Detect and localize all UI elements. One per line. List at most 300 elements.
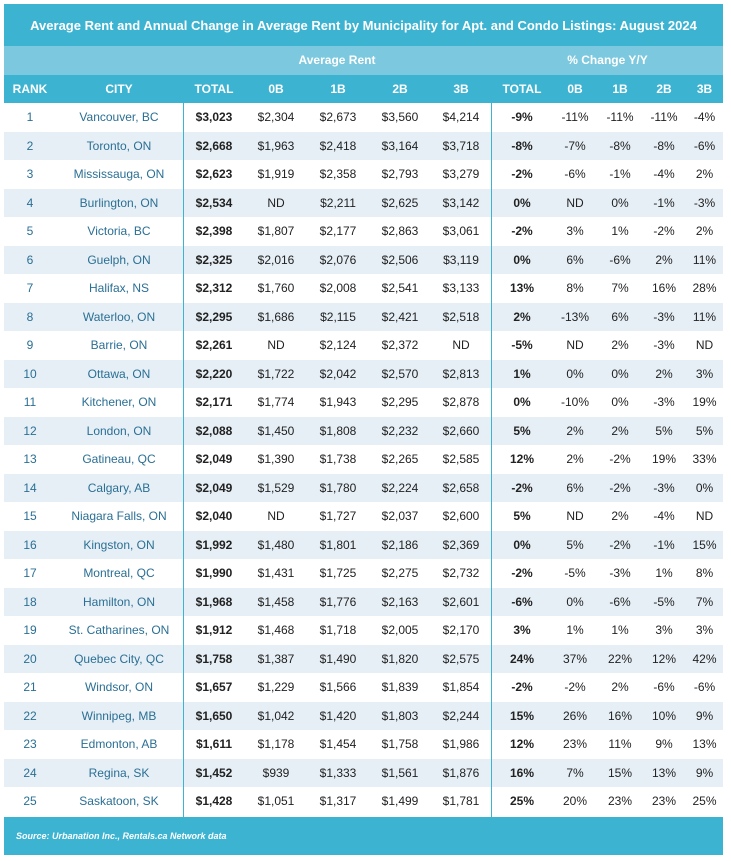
cell-pct-1b: -1%: [609, 167, 631, 181]
cell-3b: ND: [452, 338, 470, 352]
cell-3b: $1,986: [442, 737, 480, 751]
cell-pct-3b: 5%: [695, 423, 714, 438]
cell-rank: 13: [23, 452, 37, 466]
group-header-change: % Change Y/Y: [567, 53, 648, 67]
cell-total: $1,650: [195, 708, 233, 723]
cell-3b: $2,244: [442, 708, 480, 723]
cell-pct-0b: ND: [566, 195, 584, 210]
column-header-rank: RANK: [12, 82, 48, 96]
cell-2b: $2,295: [381, 395, 419, 409]
cell-total: $2,325: [195, 252, 233, 267]
cell-3b: $3,279: [442, 167, 480, 181]
cell-3b: $3,061: [442, 224, 480, 238]
column-header-2b: 2B: [392, 82, 408, 96]
cell-pct-2b: -3%: [653, 338, 675, 352]
cell-1b: $1,725: [319, 566, 357, 580]
column-header-pct-0b: 0B: [567, 82, 583, 96]
cell-1b: $2,124: [319, 338, 357, 352]
cell-0b: $1,686: [257, 309, 295, 324]
cell-total: $2,261: [195, 338, 233, 352]
cell-pct-total: 16%: [509, 765, 535, 780]
cell-pct-total: 5%: [513, 423, 531, 438]
cell-pct-2b: 12%: [651, 651, 677, 666]
cell-city: Barrie, ON: [90, 338, 148, 352]
cell-pct-2b: 10%: [651, 708, 677, 723]
cell-0b: $1,051: [257, 794, 295, 808]
cell-0b: $1,458: [257, 594, 295, 609]
cell-pct-3b: -6%: [693, 138, 716, 153]
cell-rank: 9: [26, 338, 34, 352]
cell-1b: $1,333: [319, 765, 357, 780]
cell-pct-3b: ND: [695, 509, 714, 523]
cell-3b: $4,214: [442, 110, 480, 124]
cell-0b: $2,016: [257, 252, 295, 267]
cell-1b: $1,727: [319, 509, 357, 523]
table-title: Average Rent and Annual Change in Average Rent by Municipality for Apt. and Condo Listings: August 2024: [4, 4, 723, 46]
column-header-pct-1b: 1B: [612, 82, 628, 96]
cell-rank: 25: [23, 794, 37, 808]
cell-city: Saskatoon, SK: [79, 794, 159, 808]
cell-0b: $1,431: [257, 566, 295, 580]
cell-0b: $939: [262, 765, 290, 780]
cell-total: $2,049: [195, 480, 233, 495]
cell-total: $1,758: [195, 651, 233, 666]
cell-city: Windsor, ON: [84, 680, 153, 694]
cell-3b: $2,878: [442, 395, 480, 409]
cell-pct-total: 2%: [513, 309, 531, 324]
cell-city: Hamilton, ON: [82, 594, 156, 609]
cell-pct-total: 5%: [513, 509, 531, 523]
cell-2b: $2,224: [381, 480, 419, 495]
cell-3b: $2,518: [442, 309, 480, 324]
cell-0b: $1,722: [257, 366, 295, 381]
cell-1b: $2,008: [319, 281, 357, 295]
cell-pct-1b: 23%: [607, 794, 633, 808]
cell-pct-2b: -1%: [653, 195, 675, 210]
cell-1b: $2,673: [319, 110, 357, 124]
table-row: [4, 303, 723, 332]
cell-pct-2b: 1%: [655, 566, 673, 580]
cell-1b: $1,738: [319, 452, 357, 466]
cell-pct-3b: 3%: [695, 623, 714, 637]
table-row: [4, 616, 723, 645]
cell-pct-1b: 16%: [607, 708, 633, 723]
cell-pct-total: 12%: [509, 737, 535, 751]
cell-pct-3b: 15%: [692, 537, 717, 552]
table-row: [4, 702, 723, 731]
column-divider: [183, 103, 184, 817]
cell-rank: 23: [23, 737, 37, 751]
cell-pct-3b: 9%: [695, 765, 714, 780]
cell-1b: $2,042: [319, 366, 357, 381]
cell-1b: $1,317: [319, 794, 357, 808]
cell-2b: $2,232: [381, 423, 419, 438]
cell-2b: $2,541: [381, 281, 419, 295]
cell-rank: 22: [23, 708, 37, 723]
cell-pct-2b: 16%: [651, 281, 677, 295]
cell-city: Calgary, AB: [87, 480, 151, 495]
cell-2b: $2,372: [381, 338, 419, 352]
cell-0b: $1,450: [257, 423, 295, 438]
cell-pct-total: -9%: [511, 110, 533, 124]
cell-1b: $1,566: [319, 680, 357, 694]
cell-2b: $3,164: [381, 138, 419, 153]
cell-pct-3b: 3%: [695, 366, 714, 381]
cell-1b: $1,780: [319, 480, 357, 495]
cell-pct-3b: ND: [695, 338, 714, 352]
table-row: [4, 331, 723, 360]
cell-pct-1b: 2%: [611, 338, 629, 352]
cell-pct-2b: 5%: [655, 423, 673, 438]
cell-total: $1,452: [195, 765, 233, 780]
cell-rank: 16: [23, 537, 37, 552]
cell-pct-1b: 0%: [611, 395, 629, 409]
cell-2b: $2,625: [381, 195, 419, 210]
cell-total: $1,992: [195, 537, 233, 552]
cell-1b: $2,115: [320, 309, 356, 324]
cell-pct-1b: -6%: [609, 252, 631, 267]
cell-2b: $2,005: [381, 623, 419, 637]
cell-rank: 8: [26, 309, 34, 324]
cell-0b: $1,178: [257, 737, 295, 751]
cell-pct-3b: 11%: [692, 309, 717, 324]
cell-rank: 14: [23, 480, 37, 495]
cell-pct-0b: 23%: [562, 737, 588, 751]
cell-2b: $2,037: [381, 509, 419, 523]
cell-city: Kitchener, ON: [81, 395, 157, 409]
cell-0b: $1,529: [257, 480, 295, 495]
cell-1b: $2,358: [319, 167, 357, 181]
cell-rank: 21: [23, 680, 37, 694]
cell-pct-0b: -2%: [564, 680, 586, 694]
cell-total: $3,023: [195, 110, 233, 124]
cell-3b: $2,660: [442, 423, 480, 438]
cell-rank: 19: [23, 623, 37, 637]
cell-pct-total: 13%: [509, 281, 535, 295]
cell-total: $2,171: [195, 395, 233, 409]
column-header-row: [4, 75, 723, 103]
table-row: [4, 388, 723, 417]
cell-pct-0b: -11%: [561, 110, 589, 124]
cell-city: London, ON: [86, 423, 152, 438]
cell-3b: $2,601: [442, 594, 480, 609]
cell-3b: $2,600: [442, 509, 480, 523]
cell-pct-1b: -11%: [606, 110, 634, 124]
cell-pct-3b: 33%: [692, 452, 717, 466]
cell-total: $2,088: [195, 423, 233, 438]
cell-pct-total: 0%: [513, 195, 531, 210]
column-header-0b: 0B: [268, 82, 284, 96]
cell-pct-3b: 0%: [695, 480, 714, 495]
cell-0b: $1,760: [257, 281, 295, 295]
cell-0b: $1,807: [257, 224, 295, 238]
cell-3b: $1,781: [442, 794, 480, 808]
cell-0b: ND: [267, 195, 285, 210]
cell-0b: $1,468: [257, 623, 295, 637]
cell-pct-total: 25%: [509, 794, 535, 808]
cell-3b: $2,585: [442, 452, 480, 466]
cell-3b: $2,369: [442, 537, 480, 552]
source-note: [4, 817, 723, 855]
cell-1b: $1,490: [319, 651, 357, 666]
cell-rank: 12: [23, 423, 37, 438]
cell-pct-total: -5%: [511, 338, 533, 352]
cell-pct-total: -2%: [511, 566, 533, 580]
cell-3b: $3,718: [442, 138, 480, 153]
cell-pct-total: 12%: [509, 452, 535, 466]
cell-pct-2b: -3%: [653, 395, 675, 409]
cell-pct-1b: 15%: [607, 765, 633, 780]
cell-pct-2b: -4%: [653, 167, 675, 181]
cell-city: Quebec City, QC: [74, 651, 164, 666]
cell-pct-0b: 20%: [562, 794, 588, 808]
cell-pct-1b: 22%: [607, 651, 633, 666]
cell-pct-3b: 25%: [692, 794, 717, 808]
cell-0b: ND: [267, 338, 285, 352]
cell-city: Burlington, ON: [79, 195, 159, 210]
cell-rank: 24: [23, 765, 37, 780]
table-row: [4, 189, 723, 218]
column-header-1b: 1B: [330, 82, 346, 96]
cell-pct-total: 24%: [509, 651, 535, 666]
cell-pct-2b: -3%: [653, 480, 675, 495]
cell-pct-1b: -6%: [609, 594, 631, 609]
cell-2b: $2,186: [381, 537, 419, 552]
cell-3b: $3,133: [442, 281, 480, 295]
cell-1b: $1,943: [319, 395, 357, 409]
cell-pct-1b: -2%: [609, 452, 631, 466]
cell-2b: $1,803: [381, 708, 419, 723]
table-row: [4, 588, 723, 617]
cell-total: $2,295: [195, 309, 233, 324]
cell-pct-2b: 9%: [655, 737, 673, 751]
cell-city: Montreal, QC: [83, 566, 155, 580]
cell-pct-2b: 13%: [651, 765, 677, 780]
cell-pct-total: -2%: [511, 224, 533, 238]
cell-pct-3b: 42%: [692, 651, 717, 666]
cell-pct-2b: 19%: [651, 452, 677, 466]
cell-pct-1b: 0%: [611, 195, 629, 210]
cell-total: $2,623: [195, 167, 233, 181]
cell-pct-total: 0%: [513, 252, 531, 267]
cell-pct-3b: 28%: [692, 281, 717, 295]
cell-0b: $1,229: [257, 680, 295, 694]
cell-pct-3b: 9%: [695, 708, 714, 723]
cell-city: Gatineau, QC: [82, 452, 156, 466]
table-row: [4, 730, 723, 759]
cell-1b: $1,718: [319, 623, 357, 637]
cell-total: $1,428: [195, 794, 233, 808]
cell-city: Winnipeg, MB: [81, 708, 157, 723]
cell-0b: $1,042: [257, 708, 295, 723]
table-row: [4, 103, 723, 132]
cell-city: St. Catharines, ON: [68, 623, 170, 637]
group-header-row: [4, 46, 723, 75]
cell-pct-1b: 0%: [611, 366, 629, 381]
group-header-average-rent: Average Rent: [298, 53, 376, 67]
cell-pct-3b: 8%: [695, 566, 714, 580]
cell-pct-1b: 11%: [608, 737, 632, 751]
cell-total: $1,657: [195, 680, 233, 694]
cell-rank: 2: [26, 138, 34, 153]
cell-rank: 15: [23, 509, 37, 523]
cell-2b: $2,275: [381, 566, 419, 580]
cell-pct-2b: -4%: [653, 509, 675, 523]
cell-1b: $2,418: [319, 138, 357, 153]
cell-city: Edmonton, AB: [80, 737, 158, 751]
cell-pct-2b: -11%: [650, 110, 678, 124]
table-row: [4, 531, 723, 560]
cell-pct-0b: 37%: [562, 651, 588, 666]
cell-pct-2b: -5%: [653, 594, 675, 609]
table-row: [4, 502, 723, 531]
cell-city: Halifax, NS: [88, 281, 150, 295]
cell-pct-0b: 8%: [566, 281, 584, 295]
cell-total: $2,049: [195, 452, 233, 466]
cell-pct-2b: 23%: [651, 794, 677, 808]
cell-3b: $3,119: [443, 252, 479, 267]
cell-city: Victoria, BC: [87, 224, 151, 238]
cell-pct-2b: -3%: [653, 309, 675, 324]
column-header-3b: 3B: [453, 82, 469, 96]
table-row: [4, 274, 723, 303]
cell-city: Vancouver, BC: [79, 110, 159, 124]
table-row: [4, 474, 723, 503]
table-row: [4, 787, 723, 816]
cell-pct-3b: 19%: [692, 395, 717, 409]
cell-rank: 3: [26, 167, 34, 181]
cell-city: Guelph, ON: [87, 252, 151, 267]
cell-total: $2,220: [195, 366, 233, 381]
cell-city: Waterloo, ON: [82, 309, 156, 324]
cell-total: $1,912: [195, 623, 233, 637]
table-row: [4, 160, 723, 189]
cell-pct-0b: 0%: [566, 594, 584, 609]
cell-city: Regina, SK: [88, 765, 150, 780]
table-row: [4, 759, 723, 788]
column-header-pct-3b: 3B: [696, 82, 713, 96]
cell-pct-1b: -2%: [609, 537, 631, 552]
cell-0b: $1,390: [257, 452, 295, 466]
cell-pct-1b: 1%: [611, 623, 629, 637]
cell-pct-0b: -7%: [564, 138, 586, 153]
cell-pct-total: 0%: [513, 537, 531, 552]
cell-pct-1b: 2%: [611, 680, 629, 694]
cell-pct-0b: 26%: [562, 708, 588, 723]
cell-pct-3b: 13%: [692, 737, 717, 751]
cell-0b: $1,919: [257, 167, 295, 181]
cell-city: Niagara Falls, ON: [71, 509, 167, 523]
cell-2b: $2,863: [381, 224, 419, 238]
table-row: [4, 445, 723, 474]
cell-3b: $2,575: [442, 651, 480, 666]
cell-pct-1b: -2%: [609, 480, 631, 495]
cell-2b: $2,570: [381, 366, 419, 381]
table-row: [4, 360, 723, 389]
cell-pct-3b: 7%: [695, 594, 714, 609]
cell-rank: 5: [26, 224, 34, 238]
cell-0b: $1,963: [257, 138, 295, 153]
cell-pct-3b: 2%: [695, 167, 714, 181]
cell-1b: $1,801: [319, 537, 357, 552]
cell-total: $1,968: [195, 594, 233, 609]
cell-pct-1b: 1%: [611, 224, 629, 238]
table-row: [4, 217, 723, 246]
cell-2b: $2,421: [381, 309, 419, 324]
cell-1b: $1,454: [319, 737, 357, 751]
cell-pct-0b: 2%: [566, 452, 584, 466]
cell-total: $2,534: [195, 195, 233, 210]
cell-rank: 7: [26, 281, 34, 295]
cell-pct-3b: 2%: [695, 224, 714, 238]
cell-pct-1b: 2%: [611, 509, 629, 523]
table-row: [4, 559, 723, 588]
cell-total: $2,040: [195, 509, 233, 523]
cell-pct-0b: 7%: [566, 765, 584, 780]
cell-pct-0b: 0%: [566, 366, 584, 381]
cell-2b: $1,758: [381, 737, 419, 751]
cell-3b: $3,142: [442, 195, 480, 210]
cell-2b: $2,163: [381, 594, 419, 609]
column-header-pct-2b: 2B: [656, 82, 672, 96]
cell-pct-total: -6%: [511, 594, 533, 609]
cell-3b: $2,170: [442, 623, 480, 637]
cell-pct-total: 1%: [513, 366, 531, 381]
cell-pct-1b: 6%: [611, 309, 629, 324]
cell-0b: $1,480: [257, 537, 295, 552]
cell-0b: $1,387: [257, 651, 295, 666]
cell-3b: $2,813: [442, 366, 480, 381]
cell-city: Mississauga, ON: [73, 167, 165, 181]
cell-3b: $1,876: [442, 765, 480, 780]
cell-pct-2b: 2%: [655, 366, 673, 381]
cell-2b: $2,506: [381, 252, 419, 267]
cell-total: $2,398: [195, 224, 233, 238]
cell-pct-3b: -6%: [693, 680, 716, 694]
column-header-pct-total: TOTAL: [502, 82, 542, 96]
cell-total: $1,990: [195, 566, 233, 580]
cell-city: Toronto, ON: [86, 138, 152, 153]
cell-city: Kingston, ON: [83, 537, 155, 552]
cell-pct-0b: 6%: [566, 252, 584, 267]
cell-rank: 20: [23, 651, 37, 666]
cell-pct-2b: 3%: [655, 623, 673, 637]
cell-total: $1,611: [195, 737, 233, 751]
cell-pct-0b: -10%: [560, 395, 589, 409]
cell-pct-3b: -3%: [693, 195, 716, 210]
column-header-total: TOTAL: [194, 82, 234, 96]
cell-total: $2,312: [195, 281, 233, 295]
cell-2b: $3,560: [381, 110, 419, 124]
cell-pct-0b: 3%: [566, 224, 584, 238]
cell-pct-0b: -6%: [564, 167, 586, 181]
cell-pct-0b: ND: [566, 338, 584, 352]
cell-rank: 10: [23, 366, 37, 381]
cell-rank: 18: [23, 594, 37, 609]
cell-pct-0b: -5%: [564, 566, 586, 580]
cell-2b: $1,820: [381, 651, 419, 666]
cell-1b: $2,177: [319, 224, 357, 238]
cell-pct-0b: 5%: [566, 537, 584, 552]
cell-city: Ottawa, ON: [87, 366, 151, 381]
table-row: [4, 673, 723, 702]
cell-pct-3b: -4%: [693, 110, 716, 124]
cell-2b: $1,561: [381, 765, 419, 780]
cell-total: $2,668: [195, 138, 233, 153]
cell-rank: 4: [26, 195, 34, 210]
cell-rank: 17: [23, 566, 37, 580]
cell-pct-1b: -3%: [609, 566, 631, 580]
